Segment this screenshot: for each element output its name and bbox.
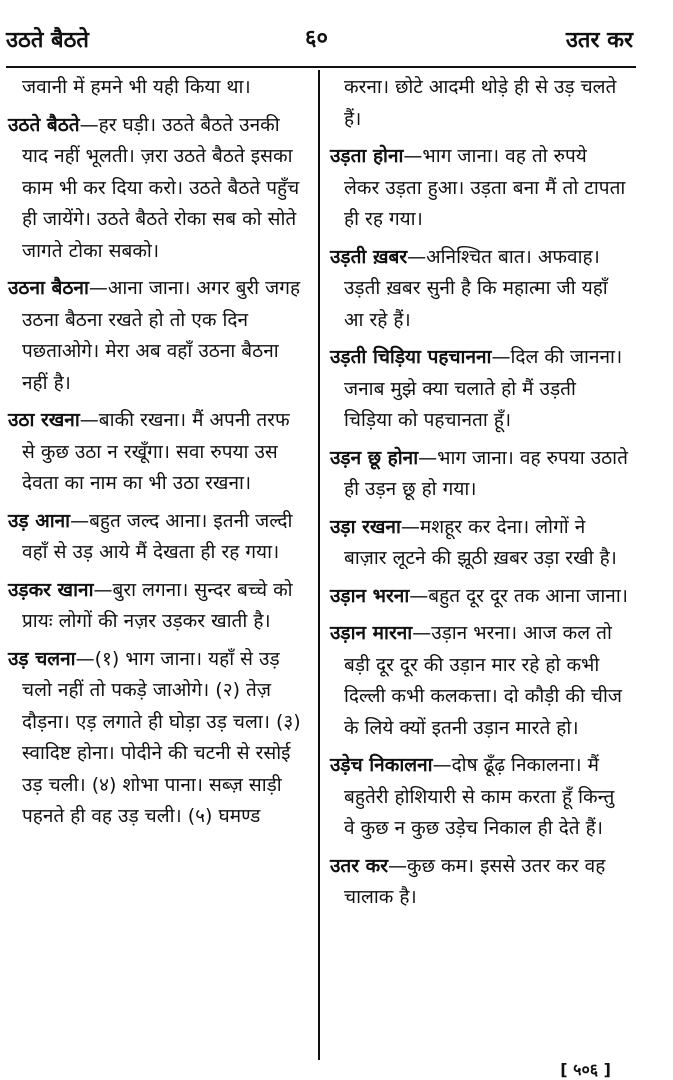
dictionary-entry — [330, 851, 628, 914]
dictionary-entry — [330, 581, 628, 613]
entry-separator: — — [70, 509, 90, 532]
entry-headword: उड़ेच निकालना — [330, 754, 433, 776]
entry-definition: बुरा लगना। सुन्दर बच्चे को प्रायः लोगों की नज़र उड़कर खाती है। — [22, 578, 293, 632]
entry-headword: उठा रखना — [8, 409, 80, 431]
entry-definition: आना जाना। अगर बुरी जगह उठना बैठना रखते हो तो एक दिन पछताओगे। मेरा अब वहाँ उठना बैठना नहीं है। — [22, 277, 301, 394]
entry-definition: जवानी में हमने भी यही किया था। — [22, 76, 251, 98]
entry-definition: उड़ान भरना। आज कल तो बड़ी दूर दूर की उड़ान मार रहे हो कभी दिल्ली कभी कलकत्ता। दो कौड़ी की चीज के लिये क्यों इतनी उड़ान मारते हो। — [344, 622, 623, 739]
entry-separator: — — [79, 113, 99, 136]
entry-headword: उड़ती चिड़िया पहचानना — [330, 346, 492, 368]
entry-definition: हर घड़ी। उठते बैठते उनकी याद नहीं भूलती। ज़रा उठते बैठते इसका काम भी कर दिया करो। उठते बैठते पहुँच ही जायेंगे। उठते बैठते रोका सब को सोते जागते टोका सबको। — [22, 113, 300, 262]
header-right-guideword: उतर कर — [565, 28, 633, 53]
dictionary-entry — [330, 618, 628, 744]
dictionary-entry — [8, 405, 308, 500]
entry-definition: कुछ कम। इससे उतर कर वह चालाक है। — [344, 854, 606, 908]
entry-headword: उड़ चलना — [8, 647, 76, 670]
entry-separator: — — [409, 584, 429, 607]
entry-definition: दिल की जानना। जनाब मुझे क्या चलाते हो मैं उड़ती चिड़िया को पहचानता हूँ। — [344, 346, 623, 431]
entry-headword: उड़ आना — [8, 509, 71, 532]
dictionary-entry — [330, 443, 628, 506]
page-number: ६० — [305, 26, 328, 51]
dictionary-entry — [8, 273, 308, 399]
entry-separator: — — [418, 446, 438, 469]
entry-definition: मशहूर कर देना। लोगों ने बाज़ार लूटने की झूठी ख़बर उड़ा रखी है। — [344, 515, 617, 569]
dictionary-entry — [8, 575, 308, 638]
right-column — [330, 72, 628, 920]
entry-definition: बहुत दूर दूर तक आना जाना। — [428, 584, 628, 607]
entry-headword: उड़ान भरना — [330, 584, 410, 607]
dictionary-entry — [8, 72, 308, 104]
entry-headword: उड़ता होना — [330, 145, 404, 167]
entry-separator: — — [88, 277, 108, 299]
entry-headword: उड़कर खाना — [8, 578, 94, 601]
entry-separator: — — [93, 578, 113, 601]
entry-definition: अनिश्चित बात। अफवाह। उड़ती ख़बर सुनी है कि महात्मा जी यहाँ आ रहे हैं। — [344, 245, 608, 331]
entry-headword: उड़न छू होना — [330, 446, 419, 469]
entry-separator: — — [79, 409, 99, 431]
entry-definition: दोष ढूँढ़ निकालना। मैं बहुतेरी होशियारी से काम करता हूँ किन्तु वे कुछ न कुछ उड़ेच निकाल ही देते हैं। — [344, 754, 615, 839]
dictionary-entry — [8, 506, 308, 569]
entry-separator: — — [403, 145, 423, 167]
page-header — [0, 0, 673, 68]
header-rule — [6, 66, 636, 68]
left-column — [8, 72, 308, 839]
dictionary-entry — [330, 512, 628, 575]
entry-separator: — — [491, 346, 511, 368]
entry-headword: उठते बैठते — [8, 113, 80, 136]
dictionary-entry — [330, 750, 628, 845]
header-left-guideword: उठते बैठते — [6, 28, 89, 53]
column-divider — [318, 70, 320, 1060]
dictionary-entry — [330, 72, 628, 135]
footer-mark: [ ५०६ ] — [560, 1060, 611, 1079]
entry-separator: — — [407, 245, 427, 268]
dictionary-entry — [8, 644, 308, 833]
entry-separator: — — [412, 622, 432, 644]
entry-separator: — — [388, 854, 407, 877]
dictionary-entry — [330, 342, 628, 437]
entry-definition: भाग जाना। वह रुपया उठाते ही उड़न छू हो गया। — [344, 446, 628, 500]
entry-definition: करना। छोटे आदमी थोड़े ही से उड़ चलते हैं। — [344, 76, 617, 130]
dictionary-entry — [330, 242, 628, 337]
entry-definition: भाग जाना। वह तो रुपये लेकर उड़ता हुआ। उड़ता बना मैं तो टापता ही रह गया। — [344, 145, 626, 230]
dictionary-entry — [8, 110, 308, 268]
entry-headword: उड़ान मारना — [330, 622, 413, 644]
entry-headword: उड़ती ख़बर — [330, 245, 408, 268]
entry-separator: — — [400, 515, 420, 538]
entry-headword: उड़ा रखना — [330, 515, 401, 538]
entry-definition: बाकी रखना। मैं अपनी तरफ से कुछ उठा न रखूँगा। सवा रुपया उस देवता का नाम का भी उठा रखना। — [22, 409, 290, 494]
entry-definition: (१) भाग जाना। यहाँ से उड़ चलो नहीं तो पकड़े जाओगे। (२) तेज़ दौड़ना। एड़ लगाते ही घोड़ा उड़ चला। (३) स्वादिष्ट होना। पोदीने की चटनी से रसोई उड़ चली। (४) शोभा पाना। सब्ज़ साड़ी पहनते ही वह उड़ चली। (५) घमण्ड — [22, 647, 301, 827]
entry-definition: बहुत जल्द आना। इतनी जल्दी वहाँ से उड़ आये मैं देखता ही रह गया। — [22, 509, 293, 563]
entry-headword: उठना बैठना — [8, 277, 89, 299]
entry-headword: उतर कर — [330, 854, 388, 877]
entry-separator: — — [75, 647, 95, 670]
entry-separator: — — [432, 754, 452, 776]
dictionary-entry — [330, 141, 628, 236]
